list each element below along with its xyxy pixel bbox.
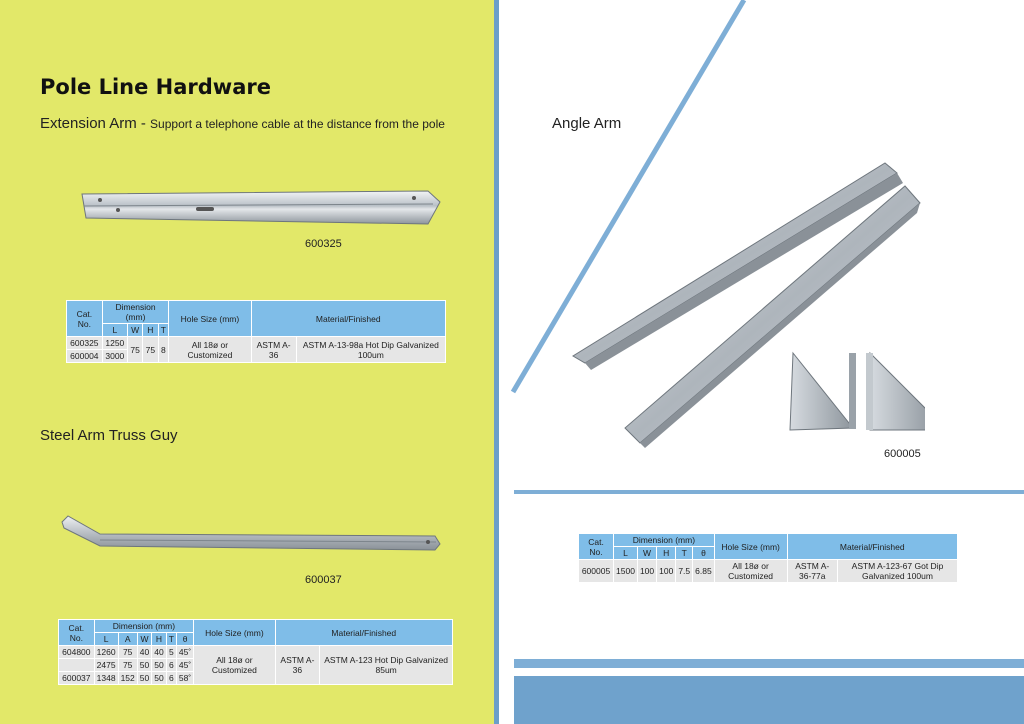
table-row: 600325 1250 75 75 8 All 18ø or Customized ASTM A-36 ASTM A-13-98a Hot Dip Galvanized 100um: [67, 337, 446, 350]
col-w: W: [637, 547, 656, 560]
col-h: H: [143, 324, 158, 337]
truss-guy-code: 600037: [305, 574, 342, 586]
col-material: Material/Finished: [275, 620, 452, 646]
col-hole-size: Hole Size (mm): [169, 301, 251, 337]
col-w: W: [127, 324, 142, 337]
extension-arm-desc: Support a telephone cable at the distance from the pole: [150, 117, 445, 131]
col-material: Material/Finished: [251, 301, 445, 337]
col-a: A: [118, 633, 137, 646]
angle-arm-code: 600005: [884, 448, 921, 460]
col-t: T: [166, 633, 176, 646]
angle-arm-image: [565, 158, 925, 450]
extension-arm-code: 600325: [305, 238, 342, 250]
col-l: L: [94, 633, 118, 646]
col-l: L: [614, 547, 638, 560]
col-h: H: [657, 547, 676, 560]
extension-arm-spec-table: [66, 300, 446, 363]
col-cat-no: Cat. No.: [59, 620, 95, 646]
table-row: 600004 3000: [67, 350, 446, 363]
col-t: T: [158, 324, 169, 337]
angle-arm-spec-table: [578, 533, 958, 583]
table-row: 604800 1260 75 40 40 5 45˚ All 18ø or Customized ASTM A-36 ASTM A-123 Hot Dip Galvanized 85um: [59, 646, 453, 659]
truss-guy-image: [60, 512, 445, 558]
col-material: Material/Finished: [787, 534, 957, 560]
col-w: W: [137, 633, 151, 646]
table-row: 600005 1500 100 100 7.5 6.85 All 18ø or Customized ASTM A-36-77a ASTM A-123-67 Got Dip Galvanized 100um: [579, 560, 958, 583]
angle-arm-heading: Angle Arm: [552, 115, 622, 132]
col-h: H: [152, 633, 166, 646]
col-dimension: Dimension (mm): [94, 620, 194, 633]
extension-arm-heading: [40, 115, 445, 132]
extension-arm-name: Extension Arm -: [40, 115, 146, 132]
col-hole-size: Hole Size (mm): [714, 534, 787, 560]
extension-arm-image: [78, 188, 443, 232]
table-row: 2475 75 50 50 6 45˚: [59, 659, 453, 672]
page-title: Pole Line Hardware: [40, 75, 271, 99]
truss-guy-heading: Steel Arm Truss Guy: [40, 427, 178, 444]
horizontal-divider: [514, 490, 1024, 494]
truss-guy-spec-table: [58, 619, 453, 685]
table-row: 600037 1348 152 50 50 6 58˚: [59, 672, 453, 685]
col-l: L: [102, 324, 127, 337]
col-dimension: Dimension (mm): [614, 534, 715, 547]
col-cat-no: Cat. No.: [579, 534, 614, 560]
bottom-band: [514, 676, 1024, 724]
col-t: T: [676, 547, 693, 560]
horizontal-band: [514, 659, 1024, 668]
col-theta: θ: [693, 547, 715, 560]
col-dimension: Dimension (mm): [102, 301, 169, 324]
col-hole-size: Hole Size (mm): [194, 620, 275, 646]
col-theta: θ: [176, 633, 193, 646]
col-cat-no: Cat. No.: [67, 301, 103, 337]
